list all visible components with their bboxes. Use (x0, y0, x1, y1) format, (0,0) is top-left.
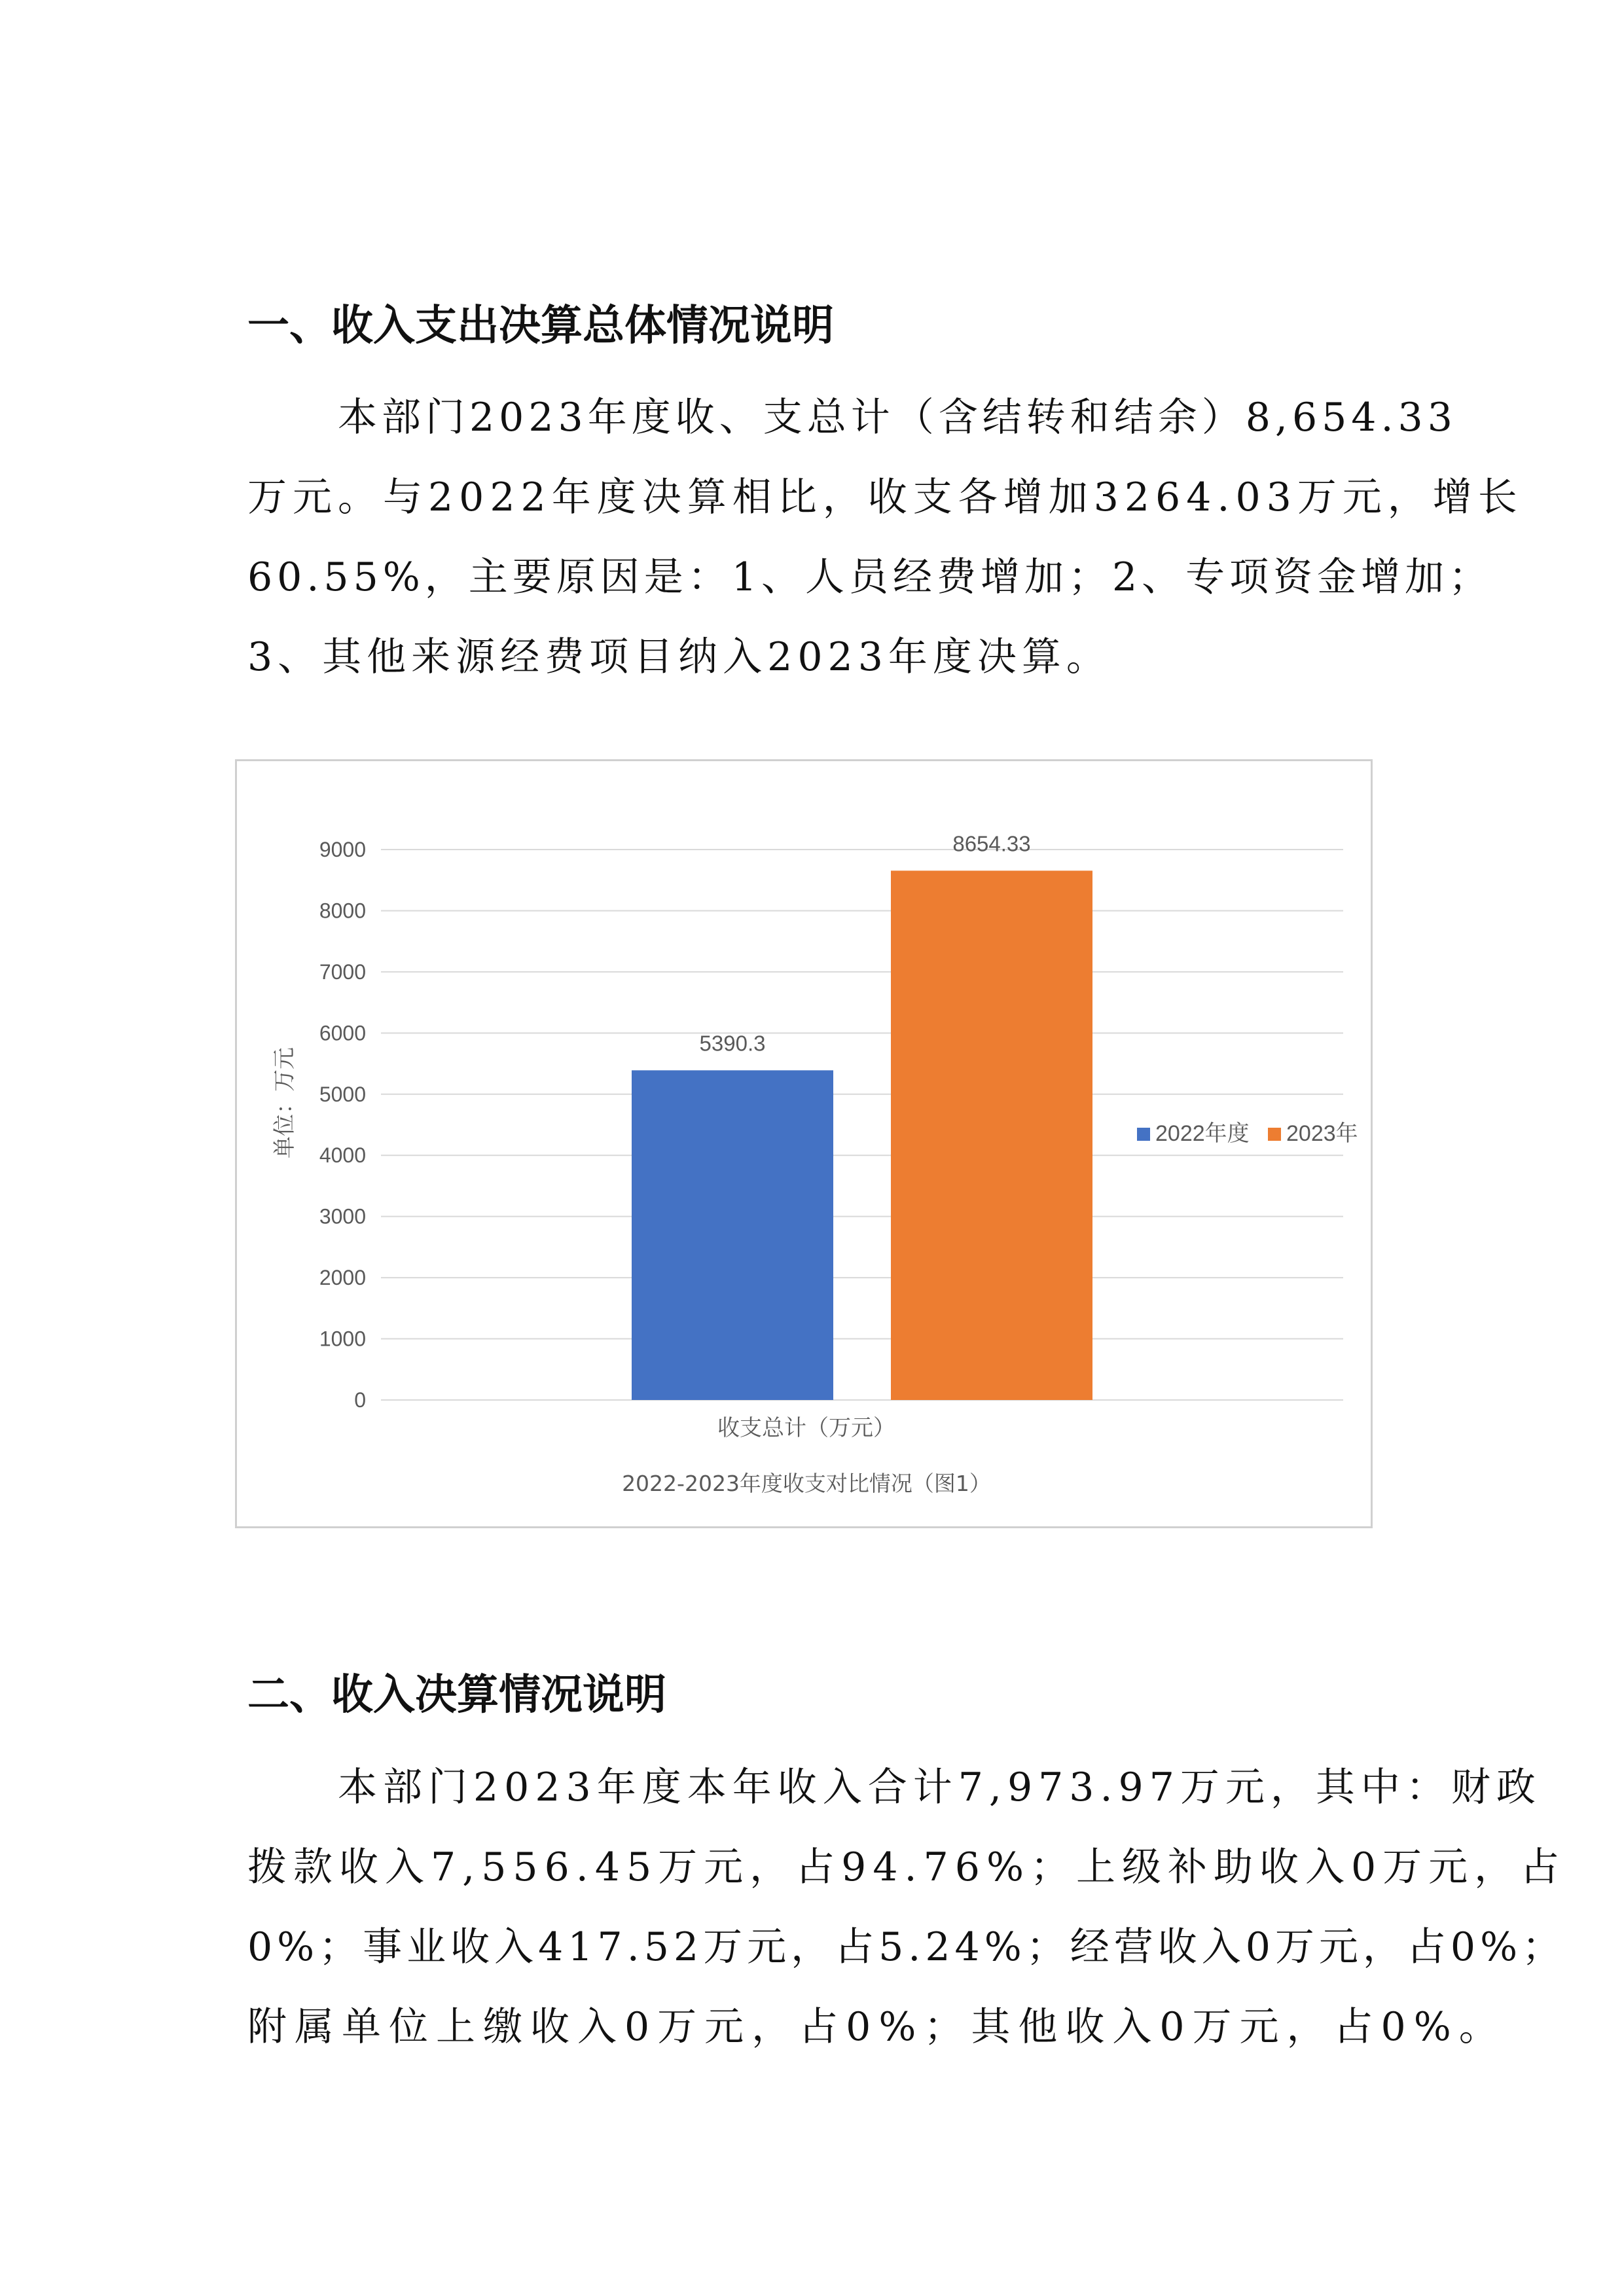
section-2-paragraph (247, 1748, 1566, 2067)
legend-swatch-2022 (1137, 1128, 1150, 1141)
paragraph-line: 附属单位上缴收入0万元，占0%；其他收入0万元，占0%。 (247, 2004, 1506, 2050)
section-1-paragraph (247, 378, 1523, 697)
data-label: 8654.33 (952, 831, 1031, 856)
paragraph-line: 本部门2023年度收、支总计（含结转和结余）8,654.33 (338, 395, 1457, 440)
paragraph-line: 60.55%，主要原因是：1、人员经费增加；2、专项资金增加； (247, 554, 1493, 600)
section-1-heading: 一、收入支出决算总体情况说明 (247, 302, 834, 350)
legend-swatch-2023 (1268, 1128, 1281, 1141)
bar-2022年度 (632, 1070, 833, 1400)
data-label: 5390.3 (699, 1031, 766, 1056)
paragraph-line: 本部门2023年度本年收入合计7,973.97万元，其中：财政 (338, 1765, 1542, 1810)
y-tick-label: 7000 (319, 960, 366, 984)
y-tick-label: 2000 (319, 1266, 366, 1290)
paragraph-line: 3、其他来源经费项目纳入2023年度决算。 (247, 634, 1111, 680)
bar-chart (235, 759, 1373, 1528)
chart-caption: 2022-2023年度收支对比情况（图1） (622, 1471, 991, 1496)
legend-label-2023: 2023年 (1286, 1121, 1358, 1146)
bar-2023年 (891, 870, 1092, 1400)
paragraph-line: 0%；事业收入417.52万元，占5.24%；经营收入0万元，占0%； (247, 1924, 1566, 1970)
legend-label-2022: 2022年度 (1155, 1121, 1250, 1146)
y-tick-label: 1000 (319, 1327, 366, 1351)
bars (632, 870, 1092, 1400)
y-tick-label: 6000 (319, 1021, 366, 1045)
x-axis-category-label: 收支总计（万元） (717, 1415, 895, 1441)
paragraph-line: 拨款收入7,556.45万元，占94.76%；上级补助收入0万元，占 (247, 1844, 1566, 1890)
y-tick-label: 8000 (319, 899, 366, 923)
y-tick-label: 3000 (319, 1204, 366, 1229)
bar-chart-svg (237, 761, 1371, 1526)
section-2-heading: 二、收入决算情况说明 (247, 1671, 666, 1719)
paragraph-line: 万元。与2022年度决算相比，收支各增加3264.03万元，增长 (247, 475, 1523, 520)
y-tick-label: 4000 (319, 1143, 366, 1168)
y-tick-label: 0 (354, 1388, 366, 1412)
y-axis-ticks (319, 838, 366, 1412)
y-tick-label: 9000 (319, 838, 366, 861)
legend (1137, 1121, 1358, 1146)
y-tick-label: 5000 (319, 1082, 366, 1106)
y-axis-unit-label: 单位：万元 (272, 1047, 298, 1158)
